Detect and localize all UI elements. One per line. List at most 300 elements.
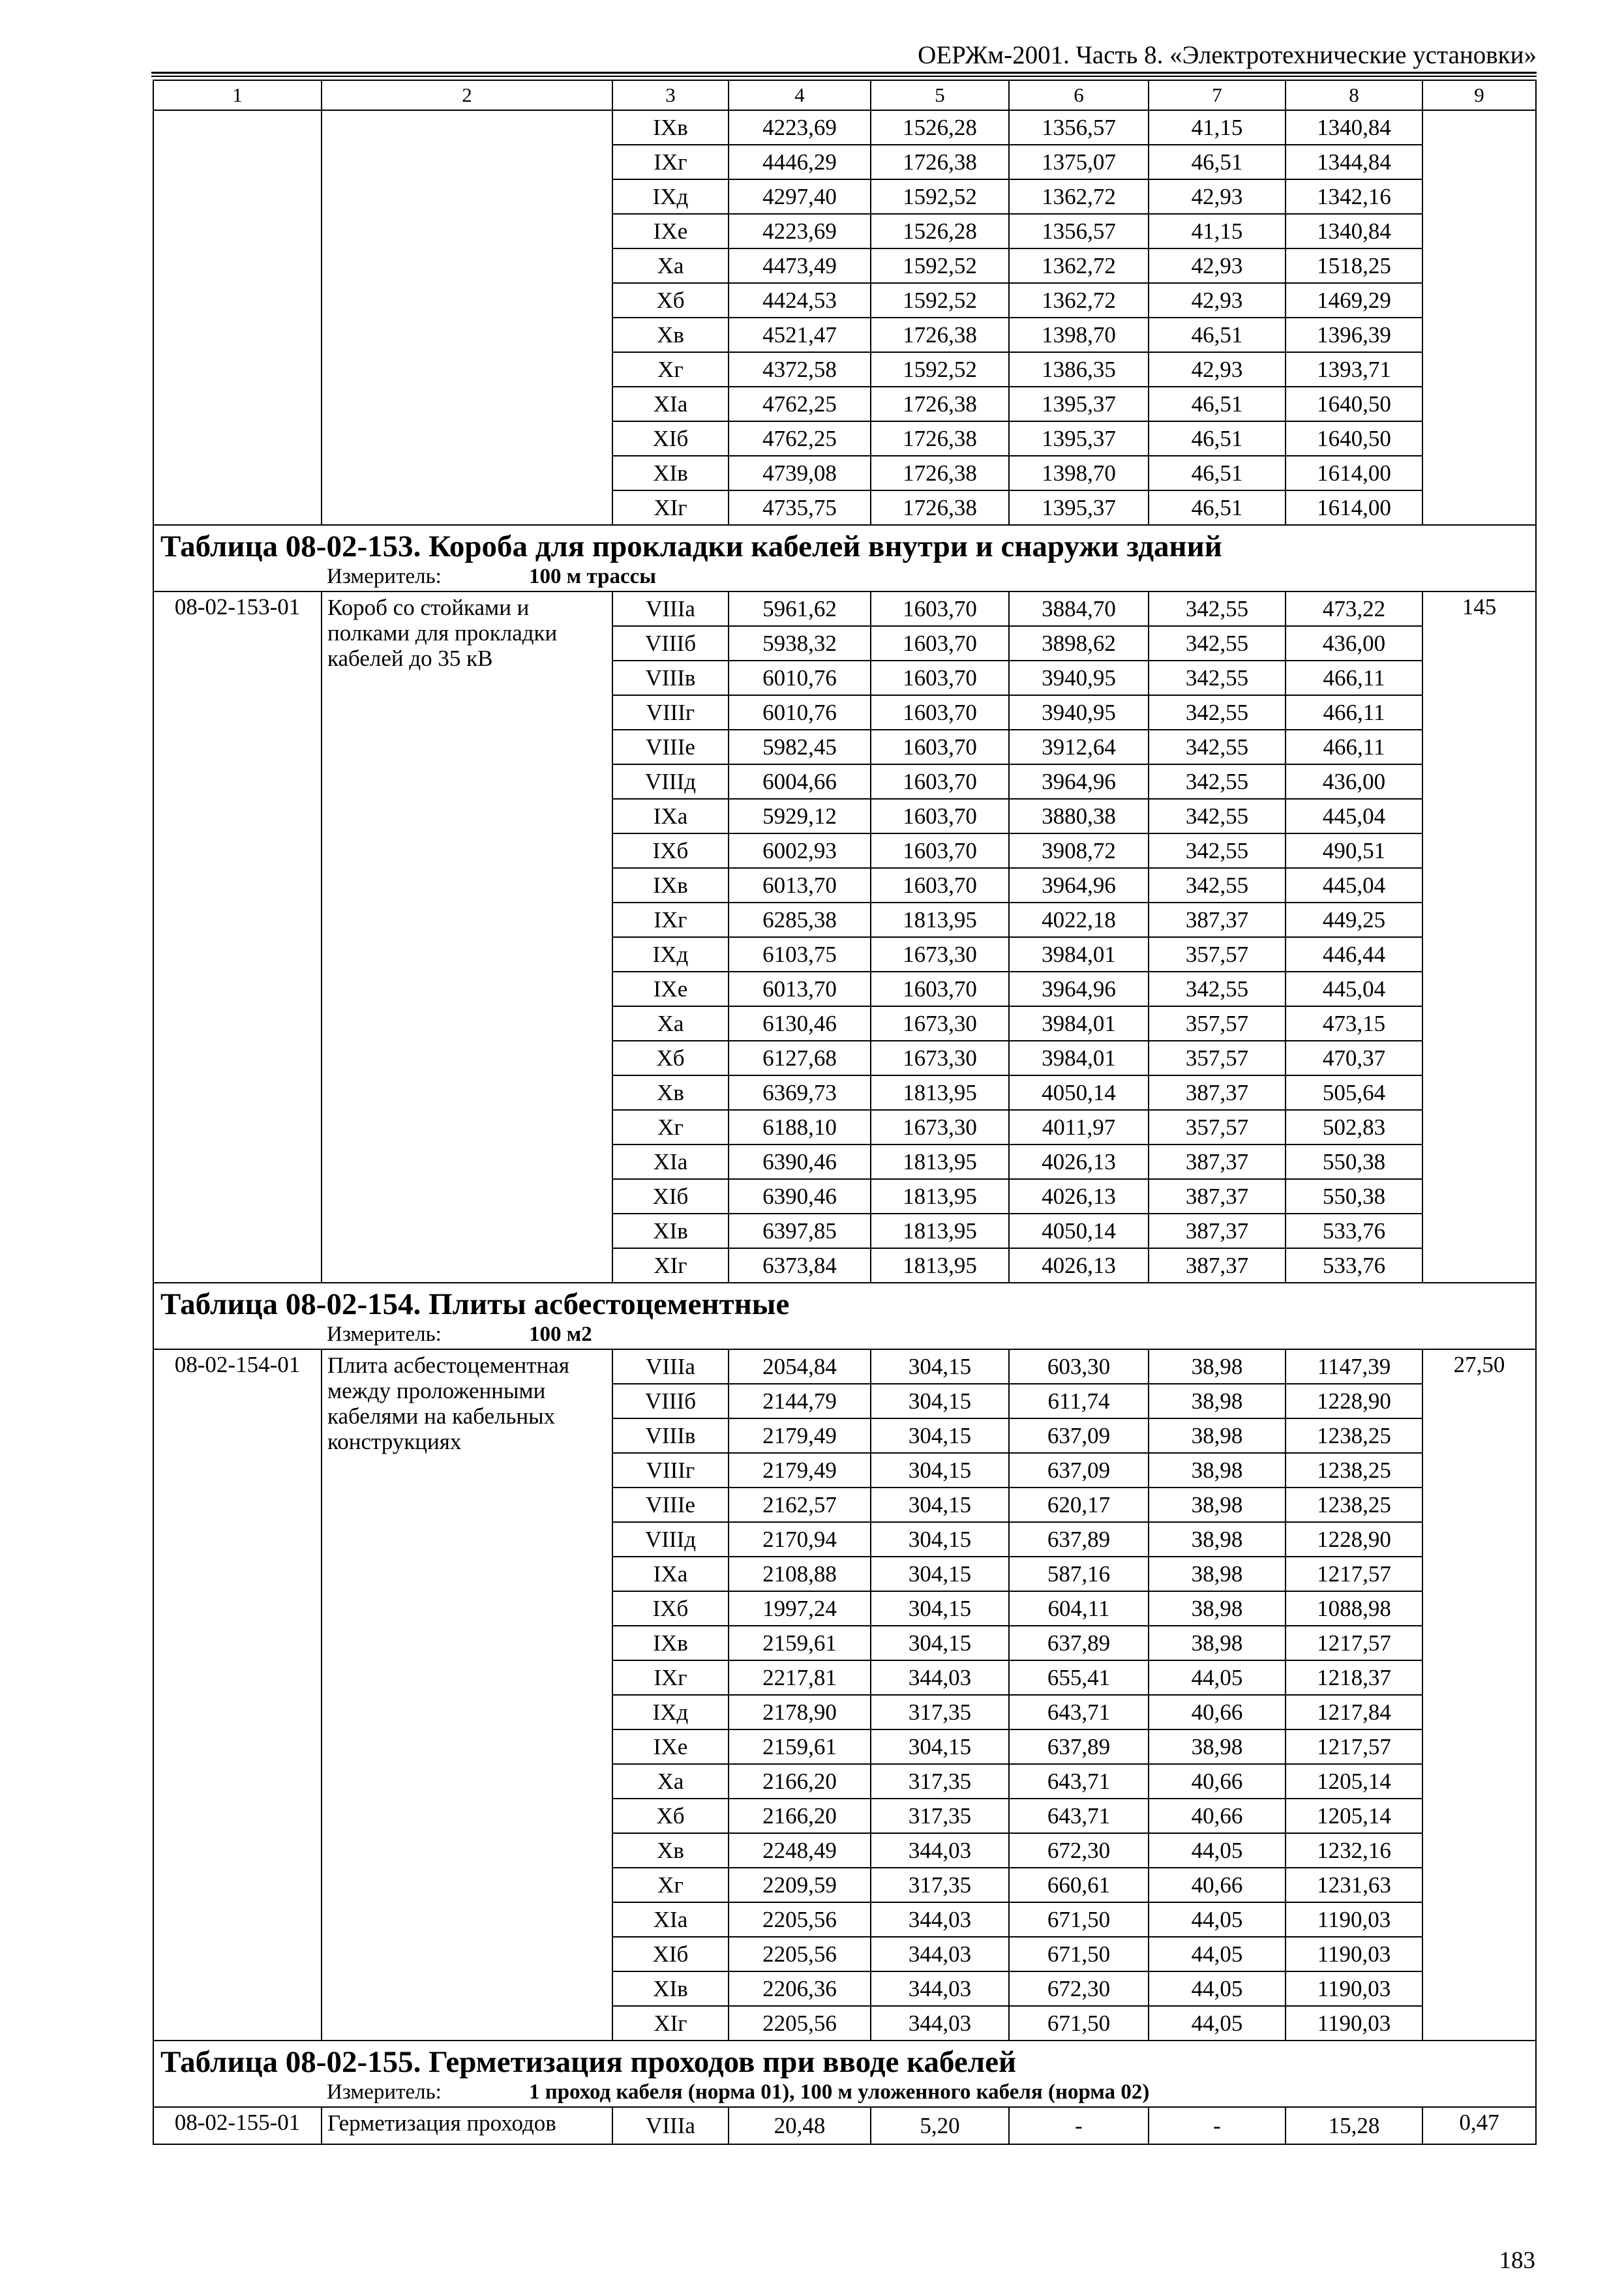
value-cell: 3940,95 bbox=[1009, 661, 1149, 695]
value-cell: 344,03 bbox=[871, 1660, 1009, 1695]
zone-cell: Xа bbox=[612, 1764, 729, 1799]
value-cell: 1673,30 bbox=[871, 1041, 1009, 1075]
value-cell: 38,98 bbox=[1149, 1488, 1286, 1522]
value-cell: 304,15 bbox=[871, 1349, 1009, 1384]
value-cell: 304,15 bbox=[871, 1729, 1009, 1764]
zone-cell: IXд bbox=[612, 937, 729, 972]
zone-cell: XIа bbox=[612, 1902, 729, 1937]
value-cell: 38,98 bbox=[1149, 1557, 1286, 1591]
value-cell: 1398,70 bbox=[1009, 318, 1149, 352]
value-cell: 1218,37 bbox=[1286, 1660, 1422, 1695]
value-cell: 4050,14 bbox=[1009, 1075, 1149, 1110]
value-cell: 671,50 bbox=[1009, 2006, 1149, 2041]
value-cell: 1396,39 bbox=[1286, 318, 1422, 352]
value-cell: 41,15 bbox=[1149, 110, 1286, 145]
zone-cell: XIг bbox=[612, 490, 729, 525]
zone-cell: XIв bbox=[612, 1214, 729, 1248]
value-cell: 1526,28 bbox=[871, 110, 1009, 145]
value-cell: 1603,70 bbox=[871, 626, 1009, 661]
value-cell: 2170,94 bbox=[729, 1522, 871, 1557]
value-cell: 672,30 bbox=[1009, 1833, 1149, 1868]
value-cell: 436,00 bbox=[1286, 764, 1422, 799]
value-cell: 637,89 bbox=[1009, 1729, 1149, 1764]
page-number: 183 bbox=[1499, 2247, 1535, 2274]
table-title: Таблица 08-02-155. Герметизация проходов при вводе кабелей bbox=[153, 2041, 1536, 2080]
norm-code: 08-02-155-01 bbox=[153, 2107, 322, 2144]
meter-cell bbox=[153, 2080, 1536, 2107]
column-number: 8 bbox=[1286, 80, 1422, 110]
rates-table bbox=[153, 80, 1537, 2145]
value-cell: 550,38 bbox=[1286, 1179, 1422, 1214]
value-cell: 2179,49 bbox=[729, 1418, 871, 1453]
value-cell: 473,15 bbox=[1286, 1006, 1422, 1041]
zone-cell: Xг bbox=[612, 352, 729, 387]
zone-cell: VIIIв bbox=[612, 1418, 729, 1453]
value-cell: 6285,38 bbox=[729, 903, 871, 937]
zone-cell: IXе bbox=[612, 214, 729, 248]
value-cell: 46,51 bbox=[1149, 456, 1286, 490]
value-cell: 387,37 bbox=[1149, 1075, 1286, 1110]
norm-name: Герметизация проходов bbox=[322, 2107, 612, 2144]
header-rule-secondary bbox=[151, 76, 1537, 77]
value-cell: 4026,13 bbox=[1009, 1179, 1149, 1214]
value-cell: 1726,38 bbox=[871, 456, 1009, 490]
value-cell: 1395,37 bbox=[1009, 387, 1149, 421]
value-cell: 41,15 bbox=[1149, 214, 1286, 248]
value-cell: 505,64 bbox=[1286, 1075, 1422, 1110]
value-cell: 3964,96 bbox=[1009, 972, 1149, 1006]
value-cell: 6397,85 bbox=[729, 1214, 871, 1248]
value-cell: 38,98 bbox=[1149, 1418, 1286, 1453]
meter-row bbox=[153, 2080, 1536, 2107]
zone-cell: IXв bbox=[612, 110, 729, 145]
value-cell: 4762,25 bbox=[729, 387, 871, 421]
zone-cell: VIIIг bbox=[612, 1453, 729, 1488]
value-cell: 2054,84 bbox=[729, 1349, 871, 1384]
value-cell: 2144,79 bbox=[729, 1384, 871, 1418]
value-cell: 387,37 bbox=[1149, 903, 1286, 937]
value-cell: 2166,20 bbox=[729, 1764, 871, 1799]
value-cell: 44,05 bbox=[1149, 1937, 1286, 1971]
zone-cell: Xг bbox=[612, 1868, 729, 1902]
value-cell: 436,00 bbox=[1286, 626, 1422, 661]
zone-cell: IXв bbox=[612, 1626, 729, 1660]
value-cell: 3908,72 bbox=[1009, 833, 1149, 868]
value-cell: 1228,90 bbox=[1286, 1384, 1422, 1418]
zone-cell: Xг bbox=[612, 1110, 729, 1144]
zone-cell: Xв bbox=[612, 1075, 729, 1110]
value-cell: 1673,30 bbox=[871, 937, 1009, 972]
table-row bbox=[153, 591, 1536, 626]
value-cell: 3880,38 bbox=[1009, 799, 1149, 833]
zone-cell: IXг bbox=[612, 1660, 729, 1695]
value-cell: 5961,62 bbox=[729, 591, 871, 626]
value-cell: 3964,96 bbox=[1009, 764, 1149, 799]
running-header: ОЕРЖм-2001. Часть 8. «Электротехнические установки» bbox=[918, 41, 1537, 69]
value-cell: 342,55 bbox=[1149, 833, 1286, 868]
value-cell: 2162,57 bbox=[729, 1488, 871, 1522]
value-cell: 643,71 bbox=[1009, 1695, 1149, 1729]
value-cell: 6013,70 bbox=[729, 868, 871, 903]
value-cell: 1362,72 bbox=[1009, 283, 1149, 318]
value-cell: 1205,14 bbox=[1286, 1799, 1422, 1833]
value-cell: 46,51 bbox=[1149, 145, 1286, 179]
table-row bbox=[153, 1349, 1536, 1384]
value-cell: 304,15 bbox=[871, 1591, 1009, 1626]
zone-cell: VIIIг bbox=[612, 695, 729, 730]
value-cell: 44,05 bbox=[1149, 1971, 1286, 2006]
zone-cell: XIб bbox=[612, 1937, 729, 1971]
value-cell: 38,98 bbox=[1149, 1626, 1286, 1660]
value-cell: 38,98 bbox=[1149, 1349, 1286, 1384]
value-cell: 1726,38 bbox=[871, 318, 1009, 352]
value-cell: 304,15 bbox=[871, 1557, 1009, 1591]
value-cell: 304,15 bbox=[871, 1488, 1009, 1522]
value-cell: 344,03 bbox=[871, 1937, 1009, 1971]
value-cell: 3984,01 bbox=[1009, 1006, 1149, 1041]
zone-cell: Xб bbox=[612, 283, 729, 318]
value-cell: 3964,96 bbox=[1009, 868, 1149, 903]
value-cell: 4762,25 bbox=[729, 421, 871, 456]
value-cell: 1340,84 bbox=[1286, 214, 1422, 248]
value-cell: 342,55 bbox=[1149, 695, 1286, 730]
value-cell: 6127,68 bbox=[729, 1041, 871, 1075]
value-cell: 42,93 bbox=[1149, 248, 1286, 283]
column-number: 2 bbox=[322, 80, 612, 110]
value-cell: 1238,25 bbox=[1286, 1453, 1422, 1488]
value-cell: 44,05 bbox=[1149, 2006, 1286, 2041]
value-cell: 2205,56 bbox=[729, 1937, 871, 1971]
value-cell: 304,15 bbox=[871, 1453, 1009, 1488]
value-cell: 466,11 bbox=[1286, 730, 1422, 764]
value-cell: 1342,16 bbox=[1286, 179, 1422, 214]
value-cell: 1190,03 bbox=[1286, 1971, 1422, 2006]
zone-cell: VIIIв bbox=[612, 661, 729, 695]
zone-cell: IXв bbox=[612, 868, 729, 903]
value-cell: 3898,62 bbox=[1009, 626, 1149, 661]
value-cell: 1603,70 bbox=[871, 799, 1009, 833]
zone-cell: Xа bbox=[612, 1006, 729, 1041]
value-cell: 603,30 bbox=[1009, 1349, 1149, 1384]
meter-value: 100 м трассы bbox=[529, 565, 657, 588]
value-cell: 2205,56 bbox=[729, 2006, 871, 2041]
value-cell: 1190,03 bbox=[1286, 1937, 1422, 1971]
value-cell: 344,03 bbox=[871, 1902, 1009, 1937]
value-cell: 1217,57 bbox=[1286, 1557, 1422, 1591]
value-cell: 587,16 bbox=[1009, 1557, 1149, 1591]
table-title: Таблица 08-02-154. Плиты асбестоцементные bbox=[153, 1283, 1536, 1323]
column-number: 1 bbox=[153, 80, 322, 110]
value-cell: 1603,70 bbox=[871, 695, 1009, 730]
value-cell: 342,55 bbox=[1149, 799, 1286, 833]
value-cell: 533,76 bbox=[1286, 1214, 1422, 1248]
value-cell: 643,71 bbox=[1009, 1799, 1149, 1833]
value-cell: 1526,28 bbox=[871, 214, 1009, 248]
value-cell: 1232,16 bbox=[1286, 1833, 1422, 1868]
value-cell: 1395,37 bbox=[1009, 490, 1149, 525]
value-cell: 533,76 bbox=[1286, 1248, 1422, 1283]
value-cell: 344,03 bbox=[871, 2006, 1009, 2041]
value-cell: 3940,95 bbox=[1009, 695, 1149, 730]
value-cell: 1603,70 bbox=[871, 591, 1009, 626]
table-title: Таблица 08-02-153. Короба для прокладки кабелей внутри и снаружи зданий bbox=[153, 525, 1536, 565]
value-cell: 4473,49 bbox=[729, 248, 871, 283]
zone-cell: Xв bbox=[612, 1833, 729, 1868]
value-cell: 4521,47 bbox=[729, 318, 871, 352]
value-cell: 342,55 bbox=[1149, 730, 1286, 764]
value-cell: 470,37 bbox=[1286, 1041, 1422, 1075]
value-cell: 2206,36 bbox=[729, 1971, 871, 2006]
value-cell: - bbox=[1009, 2107, 1149, 2144]
value-cell: 637,09 bbox=[1009, 1418, 1149, 1453]
value-cell: 3912,64 bbox=[1009, 730, 1149, 764]
zone-cell: VIIIд bbox=[612, 1522, 729, 1557]
value-cell: 40,66 bbox=[1149, 1799, 1286, 1833]
value-cell: 317,35 bbox=[871, 1868, 1009, 1902]
value-cell: 304,15 bbox=[871, 1418, 1009, 1453]
value-cell: 304,15 bbox=[871, 1626, 1009, 1660]
zone-cell: VIIIб bbox=[612, 626, 729, 661]
value-cell: 6390,46 bbox=[729, 1179, 871, 1214]
zone-cell: VIIIе bbox=[612, 730, 729, 764]
value-cell: 304,15 bbox=[871, 1384, 1009, 1418]
norm-name bbox=[322, 110, 612, 525]
value-cell: 3884,70 bbox=[1009, 591, 1149, 626]
table-row bbox=[153, 110, 1536, 145]
value-cell: 655,41 bbox=[1009, 1660, 1149, 1695]
value-cell: 40,66 bbox=[1149, 1695, 1286, 1729]
value-cell: 502,83 bbox=[1286, 1110, 1422, 1144]
value-cell: 1997,24 bbox=[729, 1591, 871, 1626]
zone-cell: VIIIб bbox=[612, 1384, 729, 1418]
column-number: 6 bbox=[1009, 80, 1149, 110]
value-cell: 2178,90 bbox=[729, 1695, 871, 1729]
value-cell: 38,98 bbox=[1149, 1384, 1286, 1418]
zone-cell: IXе bbox=[612, 1729, 729, 1764]
value-cell: 38,98 bbox=[1149, 1522, 1286, 1557]
value-cell: 357,57 bbox=[1149, 1041, 1286, 1075]
value-cell: 550,38 bbox=[1286, 1144, 1422, 1179]
value-cell: 1228,90 bbox=[1286, 1522, 1422, 1557]
value-cell: 4735,75 bbox=[729, 490, 871, 525]
value-cell: 1231,63 bbox=[1286, 1868, 1422, 1902]
value-cell: 672,30 bbox=[1009, 1971, 1149, 2006]
zone-cell: VIIIе bbox=[612, 1488, 729, 1522]
value-cell: 1469,29 bbox=[1286, 283, 1422, 318]
value-cell: 1673,30 bbox=[871, 1006, 1009, 1041]
value-cell: 1813,95 bbox=[871, 1248, 1009, 1283]
value-cell: 604,11 bbox=[1009, 1591, 1149, 1626]
value-cell: 387,37 bbox=[1149, 1144, 1286, 1179]
value-cell: 1344,84 bbox=[1286, 145, 1422, 179]
value-cell: 1614,00 bbox=[1286, 490, 1422, 525]
value-cell: 4739,08 bbox=[729, 456, 871, 490]
meter-label: Измеритель: bbox=[327, 565, 442, 588]
column-number: 4 bbox=[729, 80, 871, 110]
meter-cell bbox=[153, 565, 1536, 591]
value-cell: 1217,57 bbox=[1286, 1626, 1422, 1660]
value-cell: 2205,56 bbox=[729, 1902, 871, 1937]
value-cell: 1726,38 bbox=[871, 490, 1009, 525]
value-cell: 1088,98 bbox=[1286, 1591, 1422, 1626]
value-cell: 3984,01 bbox=[1009, 937, 1149, 972]
norm-name: Плита асбестоцементная между проложенными кабелями на кабельных конструкциях bbox=[322, 1349, 612, 2041]
norm-code: 08-02-153-01 bbox=[153, 591, 322, 1283]
zone-cell: IXа bbox=[612, 1557, 729, 1591]
value-cell: 611,74 bbox=[1009, 1384, 1149, 1418]
zone-cell: IXб bbox=[612, 1591, 729, 1626]
value-cell: 42,93 bbox=[1149, 352, 1286, 387]
zone-cell: Xб bbox=[612, 1799, 729, 1833]
value-cell: 5929,12 bbox=[729, 799, 871, 833]
value-cell: 4050,14 bbox=[1009, 1214, 1149, 1248]
value-cell: 342,55 bbox=[1149, 591, 1286, 626]
zone-cell: Xв bbox=[612, 318, 729, 352]
value-cell: 6130,46 bbox=[729, 1006, 871, 1041]
value-cell: 317,35 bbox=[871, 1799, 1009, 1833]
value-cell: 4223,69 bbox=[729, 110, 871, 145]
value-cell: 357,57 bbox=[1149, 1006, 1286, 1041]
value-cell: 46,51 bbox=[1149, 387, 1286, 421]
norm-code: 08-02-154-01 bbox=[153, 1349, 322, 2041]
value-cell: 2217,81 bbox=[729, 1660, 871, 1695]
value-cell: 1362,72 bbox=[1009, 248, 1149, 283]
value-cell: 6010,76 bbox=[729, 661, 871, 695]
value-cell: 473,22 bbox=[1286, 591, 1422, 626]
value-cell: 660,61 bbox=[1009, 1868, 1149, 1902]
value-cell: 445,04 bbox=[1286, 972, 1422, 1006]
zone-cell: IXг bbox=[612, 903, 729, 937]
value-cell: 387,37 bbox=[1149, 1248, 1286, 1283]
value-cell: 2179,49 bbox=[729, 1453, 871, 1488]
meter-cell bbox=[153, 1323, 1536, 1349]
value-cell: 42,93 bbox=[1149, 179, 1286, 214]
value-cell: 1813,95 bbox=[871, 1214, 1009, 1248]
zone-cell: Xа bbox=[612, 248, 729, 283]
value-cell: 2166,20 bbox=[729, 1799, 871, 1833]
value-cell: 2209,59 bbox=[729, 1868, 871, 1902]
zone-cell: VIIIд bbox=[612, 764, 729, 799]
table-title-row bbox=[153, 2041, 1536, 2080]
material-cell: 145 bbox=[1422, 591, 1536, 1283]
value-cell: 1205,14 bbox=[1286, 1764, 1422, 1799]
value-cell: 1393,71 bbox=[1286, 352, 1422, 387]
meter-value: 100 м2 bbox=[529, 1323, 592, 1346]
value-cell: 1238,25 bbox=[1286, 1488, 1422, 1522]
meter-row bbox=[153, 1323, 1536, 1349]
value-cell: 5,20 bbox=[871, 2107, 1009, 2144]
value-cell: 6373,84 bbox=[729, 1248, 871, 1283]
value-cell: 1603,70 bbox=[871, 868, 1009, 903]
value-cell: 344,03 bbox=[871, 1833, 1009, 1868]
value-cell: 637,09 bbox=[1009, 1453, 1149, 1488]
value-cell: 637,89 bbox=[1009, 1626, 1149, 1660]
value-cell: 4022,18 bbox=[1009, 903, 1149, 937]
zone-cell: XIв bbox=[612, 1971, 729, 2006]
value-cell: 20,48 bbox=[729, 2107, 871, 2144]
value-cell: 466,11 bbox=[1286, 661, 1422, 695]
zone-cell: IXд bbox=[612, 179, 729, 214]
value-cell: 1614,00 bbox=[1286, 456, 1422, 490]
value-cell: 4372,58 bbox=[729, 352, 871, 387]
value-cell: 42,93 bbox=[1149, 283, 1286, 318]
material-cell: 0,47 bbox=[1422, 2107, 1536, 2144]
value-cell: 445,04 bbox=[1286, 799, 1422, 833]
value-cell: 38,98 bbox=[1149, 1729, 1286, 1764]
value-cell: 1386,35 bbox=[1009, 352, 1149, 387]
value-cell: 304,15 bbox=[871, 1522, 1009, 1557]
value-cell: 357,57 bbox=[1149, 1110, 1286, 1144]
value-cell: 1356,57 bbox=[1009, 110, 1149, 145]
table-title-row bbox=[153, 525, 1536, 565]
value-cell: 40,66 bbox=[1149, 1868, 1286, 1902]
value-cell: 1375,07 bbox=[1009, 145, 1149, 179]
zone-cell: IXб bbox=[612, 833, 729, 868]
value-cell: 1813,95 bbox=[871, 903, 1009, 937]
value-cell: 6390,46 bbox=[729, 1144, 871, 1179]
value-cell: 643,71 bbox=[1009, 1764, 1149, 1799]
value-cell: 342,55 bbox=[1149, 868, 1286, 903]
value-cell: 2248,49 bbox=[729, 1833, 871, 1868]
value-cell: 671,50 bbox=[1009, 1937, 1149, 1971]
material-cell bbox=[1422, 110, 1536, 525]
meter-row bbox=[153, 565, 1536, 591]
value-cell: 5982,45 bbox=[729, 730, 871, 764]
value-cell: 6010,76 bbox=[729, 695, 871, 730]
value-cell: 342,55 bbox=[1149, 972, 1286, 1006]
meter-value: 1 проход кабеля (норма 01), 100 м уложенного кабеля (норма 02) bbox=[529, 2080, 1150, 2104]
meter-label: Измеритель: bbox=[327, 2080, 442, 2104]
value-cell: 1640,50 bbox=[1286, 387, 1422, 421]
value-cell: 1398,70 bbox=[1009, 456, 1149, 490]
zone-cell: IXг bbox=[612, 145, 729, 179]
zone-cell: VIIIа bbox=[612, 1349, 729, 1384]
material-cell: 27,50 bbox=[1422, 1349, 1536, 2041]
value-cell: 6369,73 bbox=[729, 1075, 871, 1110]
value-cell: 40,66 bbox=[1149, 1764, 1286, 1799]
table-row bbox=[153, 2107, 1536, 2144]
value-cell: 1640,50 bbox=[1286, 421, 1422, 456]
value-cell: 38,98 bbox=[1149, 1591, 1286, 1626]
value-cell: 6013,70 bbox=[729, 972, 871, 1006]
value-cell: 637,89 bbox=[1009, 1522, 1149, 1557]
value-cell: 1356,57 bbox=[1009, 214, 1149, 248]
value-cell: 1603,70 bbox=[871, 661, 1009, 695]
value-cell: 4026,13 bbox=[1009, 1248, 1149, 1283]
value-cell: 2159,61 bbox=[729, 1626, 871, 1660]
value-cell: 449,25 bbox=[1286, 903, 1422, 937]
value-cell: 6004,66 bbox=[729, 764, 871, 799]
value-cell: 1518,25 bbox=[1286, 248, 1422, 283]
value-cell: 44,05 bbox=[1149, 1833, 1286, 1868]
value-cell: 1217,57 bbox=[1286, 1729, 1422, 1764]
value-cell: - bbox=[1149, 2107, 1286, 2144]
zone-cell: XIб bbox=[612, 421, 729, 456]
value-cell: 5938,32 bbox=[729, 626, 871, 661]
value-cell: 6188,10 bbox=[729, 1110, 871, 1144]
zone-cell: XIа bbox=[612, 387, 729, 421]
value-cell: 2159,61 bbox=[729, 1729, 871, 1764]
zone-cell: VIIIа bbox=[612, 591, 729, 626]
zone-cell: Xб bbox=[612, 1041, 729, 1075]
value-cell: 6103,75 bbox=[729, 937, 871, 972]
zone-cell: IXе bbox=[612, 972, 729, 1006]
value-cell: 342,55 bbox=[1149, 661, 1286, 695]
zone-cell: XIа bbox=[612, 1144, 729, 1179]
value-cell: 44,05 bbox=[1149, 1660, 1286, 1695]
column-number-row bbox=[153, 80, 1536, 110]
value-cell: 1726,38 bbox=[871, 421, 1009, 456]
